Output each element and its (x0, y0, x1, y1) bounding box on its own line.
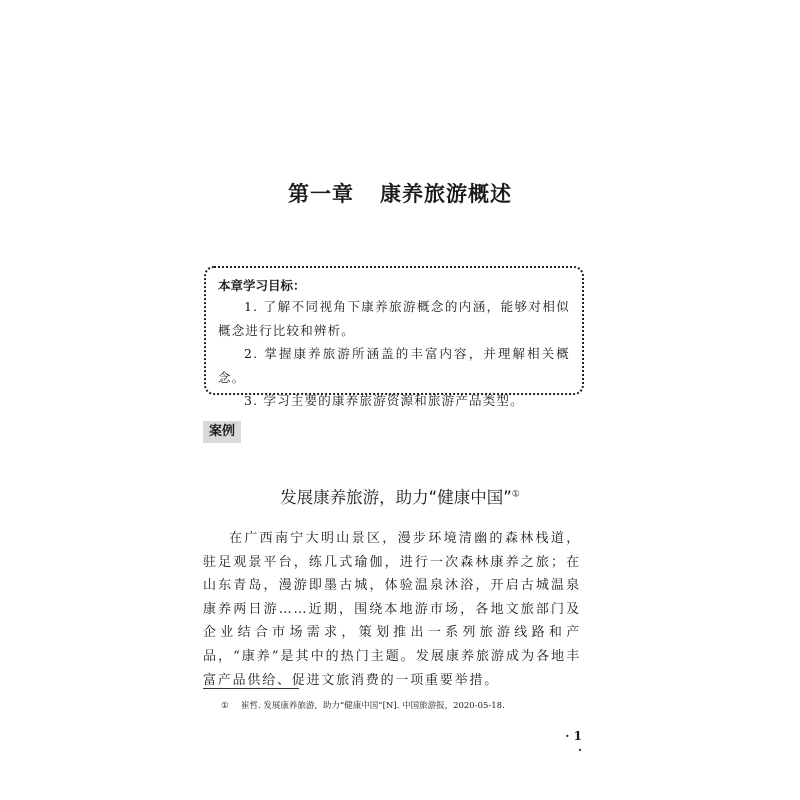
chapter-name: 康养旅游概述 (380, 181, 512, 206)
footnote-reference[interactable]: ① (511, 489, 520, 500)
objectives-heading: 本章学习目标： (218, 278, 306, 293)
learning-objectives-box (204, 266, 584, 408)
footnote-marker: ① (221, 701, 229, 711)
footnote-text: 崔哲. 发展康养旅游，助力“健康中国”[N]. 中国旅游报，2020-05-18. (241, 701, 505, 711)
case-body-paragraph: 在广西南宁大明山景区，漫步环境清幽的森林栈道，驻足观景平台，练几式瑜伽，进行一次森林康养之旅；在山东青岛，漫游即墨古城，体验温泉沐浴，开启古城温泉康养两日游……近期，围绕本地游市场，各地文旅部门及企业结合市场需求，策划推出一系列旅游线路和产品，“康养”是其中的热门主题。发展康养旅游成为各地丰富产品供给、促进文旅消费的一项重要举措。 (203, 531, 581, 688)
objective-item: 2. 掌握康养旅游所涵盖的丰富内容，并理解相关概念。 (218, 346, 570, 385)
objective-item: 3. 学习主要的康养旅游资源和旅游产品类型。 (244, 393, 524, 408)
case-title (0, 484, 800, 508)
case-title-text: 发展康养旅游，助力“健康中国” (280, 488, 512, 507)
footnote (221, 700, 581, 712)
page-number: · 1 · (565, 729, 582, 757)
footnote-divider (203, 688, 299, 689)
objective-item: 1. 了解不同视角下康养旅游概念的内涵，能够对相似概念进行比较和辨析。 (218, 299, 570, 338)
chapter-title (0, 178, 800, 208)
case-tag: 案例 (203, 421, 241, 443)
chapter-number: 第一章 (288, 181, 354, 206)
